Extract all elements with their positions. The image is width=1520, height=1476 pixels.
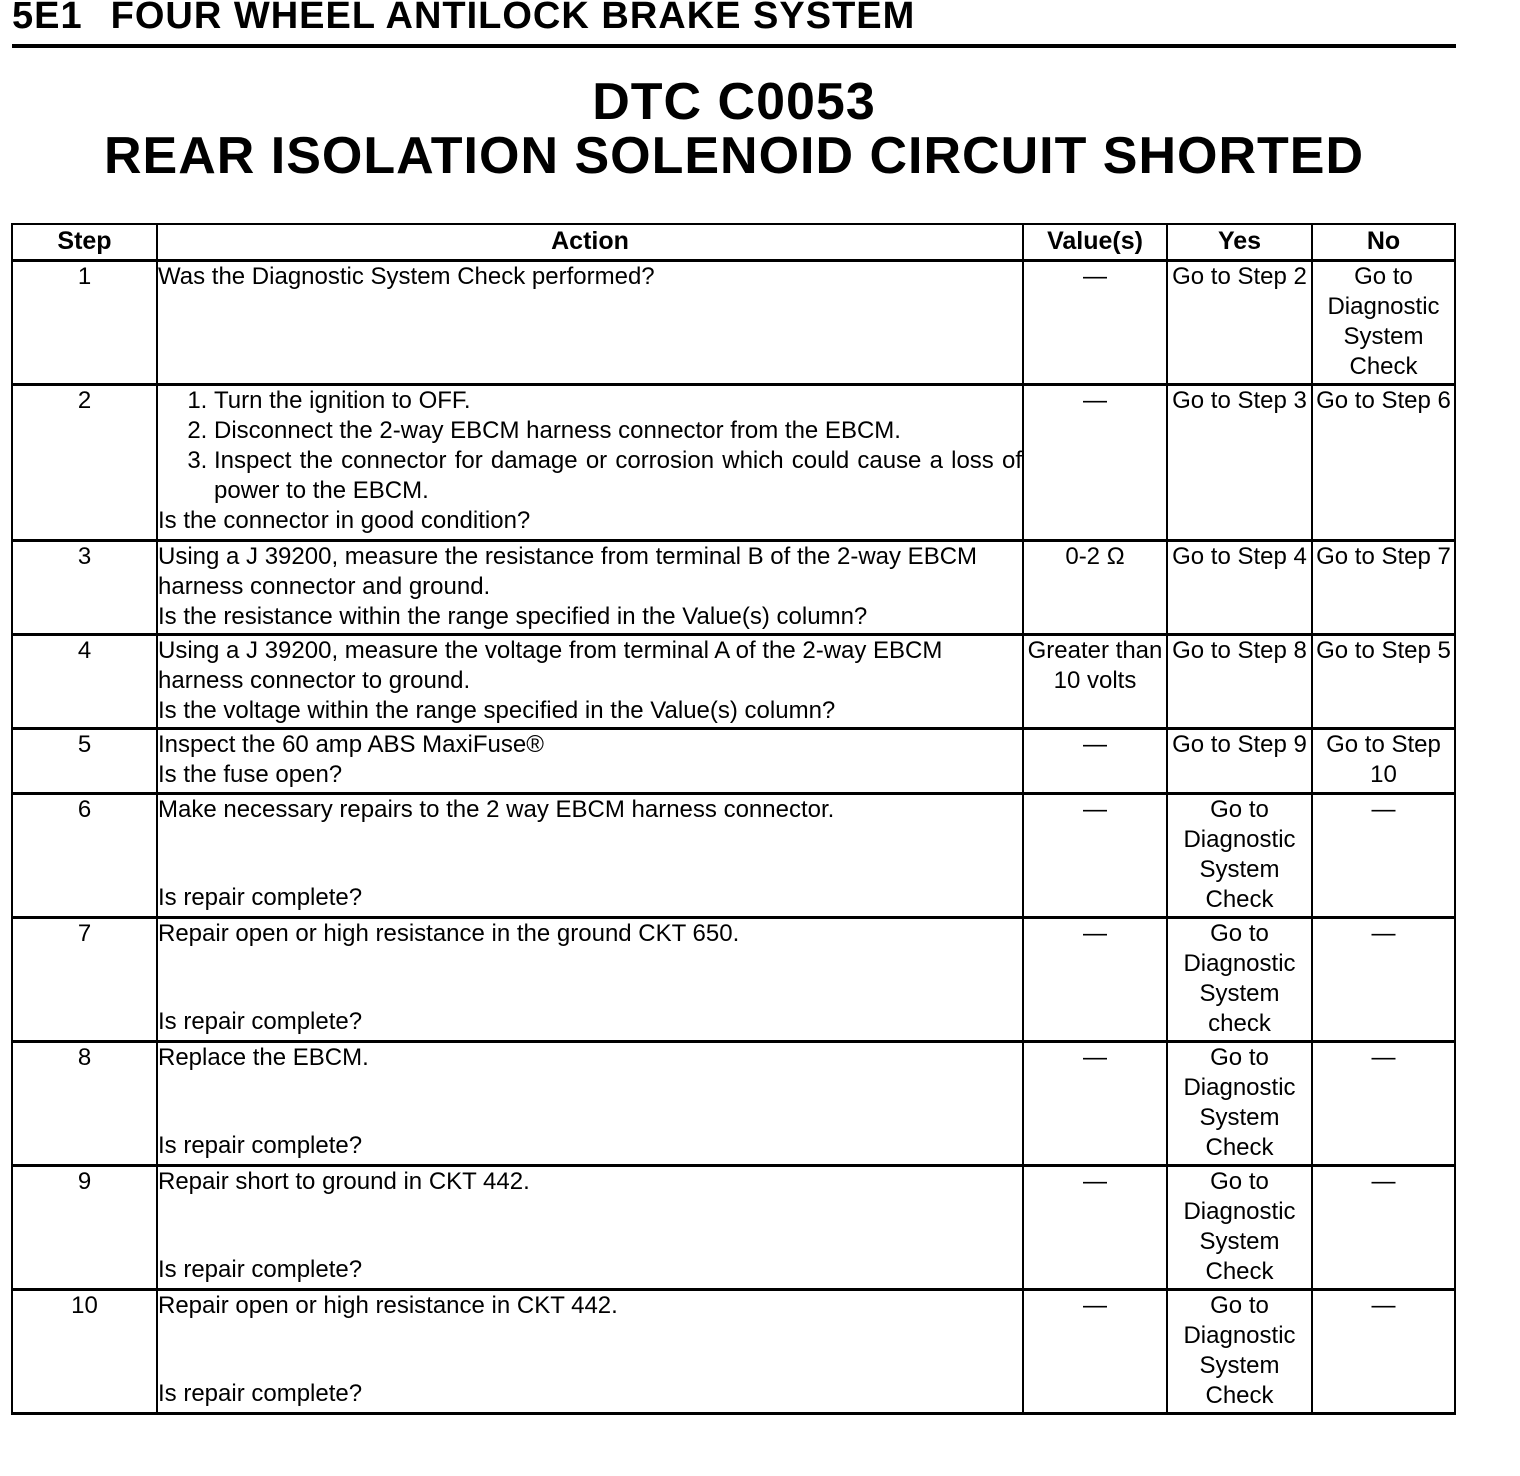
table-row: [12, 1166, 1455, 1290]
no-cell: —: [1312, 1290, 1455, 1414]
action-cell: [157, 1290, 1023, 1414]
yes-cell: Go to Step 9: [1167, 729, 1312, 794]
substep-list: [158, 386, 1022, 506]
step-number: 9: [12, 1166, 157, 1290]
action-question: Is repair complete?: [158, 1132, 363, 1159]
yes-cell: Go to Step 8: [1167, 635, 1312, 729]
column-header-no: No: [1312, 224, 1455, 261]
step-number: 3: [12, 541, 157, 635]
column-header-yes: Yes: [1167, 224, 1312, 261]
action-text: Repair open or high resistance in the ground CKT 650.: [158, 920, 740, 947]
step-number: 6: [12, 794, 157, 918]
step-number: 5: [12, 729, 157, 794]
yes-cell: Go to Diagnostic System Check: [1167, 1290, 1312, 1414]
action-text: Using a J 39200, measure the voltage from terminal A of the 2-way EBCM harness connector to ground.: [158, 637, 943, 694]
no-cell: —: [1312, 918, 1455, 1042]
value-cell: —: [1023, 261, 1167, 385]
action-question: Is repair complete?: [158, 1380, 363, 1407]
value-cell: —: [1023, 385, 1167, 541]
no-cell: Go to Step 7: [1312, 541, 1455, 635]
action-cell: [157, 1166, 1023, 1290]
value-cell: —: [1023, 1042, 1167, 1166]
table-row: [12, 918, 1455, 1042]
step-number: 7: [12, 918, 157, 1042]
column-header-values: Value(s): [1023, 224, 1167, 261]
table-row: [12, 635, 1455, 729]
no-cell: Go to Step 10: [1312, 729, 1455, 794]
no-cell: —: [1312, 794, 1455, 918]
substep: 1. Turn the ignition to OFF.: [214, 386, 1022, 416]
step-number: 10: [12, 1290, 157, 1414]
value-cell: —: [1023, 918, 1167, 1042]
column-header-action: Action: [157, 224, 1023, 261]
action-text: Repair short to ground in CKT 442.: [158, 1168, 530, 1195]
action-text: Inspect the 60 amp ABS MaxiFuse®: [158, 731, 544, 758]
action-cell: [157, 541, 1023, 635]
action-question: Is the fuse open?: [158, 761, 343, 788]
step-number: 2: [12, 385, 157, 541]
table-row: [12, 385, 1455, 541]
no-cell: Go to Step 6: [1312, 385, 1455, 541]
action-question: Is the connector in good condition?: [158, 507, 531, 534]
no-cell: —: [1312, 1166, 1455, 1290]
value-cell: —: [1023, 794, 1167, 918]
yes-cell: Go to Step 2: [1167, 261, 1312, 385]
action-cell: [157, 794, 1023, 918]
no-cell: Go to Step 5: [1312, 635, 1455, 729]
value-cell: —: [1023, 1290, 1167, 1414]
value-cell: Greater than 10 volts: [1023, 635, 1167, 729]
section-code: 5E1: [12, 0, 83, 37]
yes-cell: Go to Diagnostic System Check: [1167, 1042, 1312, 1166]
table-header-row: [12, 224, 1455, 261]
action-text: Using a J 39200, measure the resistance from terminal B of the 2-way EBCM harness connector and ground.: [158, 543, 978, 600]
action-cell: [157, 261, 1023, 385]
no-cell: —: [1312, 1042, 1455, 1166]
table-row: [12, 794, 1455, 918]
step-number: 1: [12, 261, 157, 385]
substep: 3. Inspect the connector for damage or corrosion which could cause a loss of power to the EBCM.: [214, 446, 1022, 506]
action-cell: [157, 385, 1023, 541]
dtc-code: DTC C0053: [592, 73, 876, 131]
action-cell: [157, 729, 1023, 794]
section-header: [12, 0, 1456, 48]
action-cell: [157, 1042, 1023, 1166]
diagnostic-table: [11, 223, 1456, 1415]
section-title: FOUR WHEEL ANTILOCK BRAKE SYSTEM: [110, 0, 916, 37]
action-question: Is the voltage within the range specified in the Value(s) column?: [158, 697, 836, 724]
column-header-step: Step: [12, 224, 157, 261]
no-cell: Go to Diagnostic System Check: [1312, 261, 1455, 385]
value-cell: —: [1023, 729, 1167, 794]
yes-cell: Go to Diagnostic System check: [1167, 918, 1312, 1042]
yes-cell: Go to Step 4: [1167, 541, 1312, 635]
yes-cell: Go to Step 3: [1167, 385, 1312, 541]
action-text: Replace the EBCM.: [158, 1044, 369, 1071]
action-question: Is repair complete?: [158, 1008, 363, 1035]
table-row: [12, 1290, 1455, 1414]
step-number: 4: [12, 635, 157, 729]
table-row: [12, 261, 1455, 385]
action-text: Repair open or high resistance in CKT 442.: [158, 1292, 618, 1319]
value-cell: —: [1023, 1166, 1167, 1290]
action-question: Is repair complete?: [158, 1256, 363, 1283]
dtc-title: REAR ISOLATION SOLENOID CIRCUIT SHORTED: [103, 127, 1365, 185]
action-question: Is the resistance within the range specified in the Value(s) column?: [158, 603, 868, 630]
table-row: [12, 541, 1455, 635]
action-cell: [157, 635, 1023, 729]
action-cell: [157, 918, 1023, 1042]
step-number: 8: [12, 1042, 157, 1166]
table-row: [12, 729, 1455, 794]
value-cell: 0-2 Ω: [1023, 541, 1167, 635]
action-text: Was the Diagnostic System Check performed?: [158, 263, 655, 290]
yes-cell: Go to Diagnostic System Check: [1167, 1166, 1312, 1290]
action-question: Is repair complete?: [158, 884, 363, 911]
substep: 2. Disconnect the 2-way EBCM harness connector from the EBCM.: [214, 416, 1022, 446]
yes-cell: Go to Diagnostic System Check: [1167, 794, 1312, 918]
table-row: [12, 1042, 1455, 1166]
action-text: Make necessary repairs to the 2 way EBCM harness connector.: [158, 796, 835, 823]
